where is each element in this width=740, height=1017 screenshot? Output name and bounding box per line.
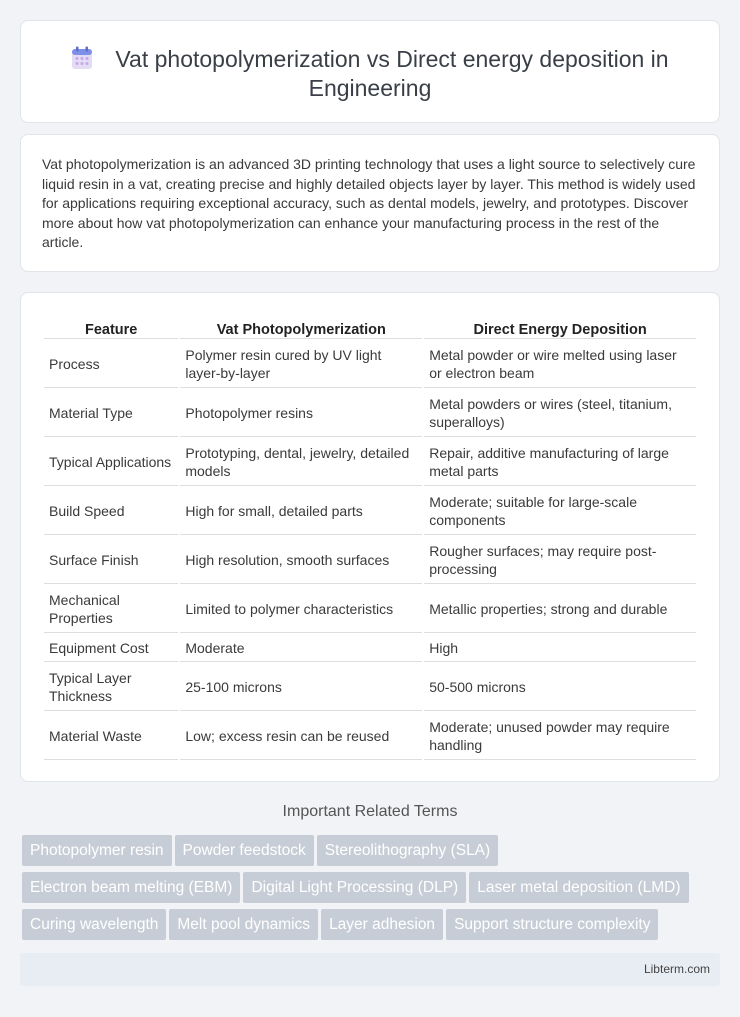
table-cell: 25-100 microns — [180, 664, 422, 711]
related-tags — [22, 835, 722, 946]
table-row — [44, 586, 696, 633]
intro-paragraph: Vat photopolymerization is an advanced 3D printing technology that uses a light source to selectively cure liquid resin in a vat, creating precise and highly detailed objects layer by layer. This method is widely used for applications requiring exceptional accuracy, such as dental models, jewelry, and prototypes. Discover more about how vat photopolymerization can enhance your manufacturing process in the rest of the article. — [42, 156, 696, 250]
table-cell: Low; excess resin can be reused — [180, 713, 422, 760]
table-row — [44, 439, 696, 486]
table-row — [44, 488, 696, 535]
table-cell: Prototyping, dental, jewelry, detailed models — [180, 439, 422, 486]
table-cell: Metal powders or wires (steel, titanium, superalloys) — [424, 390, 696, 437]
table-cell: 50-500 microns — [424, 664, 696, 711]
calendar-grid-icon — [71, 46, 93, 70]
tag-powder-feedstock[interactable]: Powder feedstock — [175, 835, 314, 866]
table-row — [44, 713, 696, 760]
footer — [20, 953, 720, 986]
table-cell: Polymer resin cured by UV light layer-by-layer — [180, 341, 422, 388]
table-cell: Rougher surfaces; may require post-processing — [424, 537, 696, 584]
table-cell: High resolution, smooth surfaces — [180, 537, 422, 584]
page-title: Vat photopolymerization vs Direct energy deposition in Engineering — [115, 46, 669, 101]
table-cell: High for small, detailed parts — [180, 488, 422, 535]
tag-layer-adhesion[interactable]: Layer adhesion — [321, 909, 443, 940]
tag-electron-beam-melting[interactable]: Electron beam melting (EBM) — [22, 872, 240, 903]
table-cell: Moderate; unused powder may require handling — [424, 713, 696, 760]
tag-photopolymer-resin[interactable]: Photopolymer resin — [22, 835, 172, 866]
related-terms-title: Important Related Terms — [282, 803, 458, 820]
table-cell: Limited to polymer characteristics — [180, 586, 422, 633]
page-title-wrapper — [21, 45, 719, 103]
tag-row — [22, 872, 722, 909]
title-card — [20, 20, 720, 123]
tag-row — [22, 835, 722, 872]
tag-laser-metal-deposition[interactable]: Laser metal deposition (LMD) — [469, 872, 688, 903]
tag-digital-light-processing[interactable]: Digital Light Processing (DLP) — [243, 872, 466, 903]
tag-row — [22, 909, 722, 946]
table-cell: Metallic properties; strong and durable — [424, 586, 696, 633]
table-cell: Moderate; suitable for large-scale components — [424, 488, 696, 535]
header-ded: Direct Energy Deposition — [424, 318, 696, 339]
table-cell: Mechanical Properties — [44, 586, 178, 633]
table-cell: Typical Layer Thickness — [44, 664, 178, 711]
table-cell: Moderate — [180, 635, 422, 662]
table-cell: Equipment Cost — [44, 635, 178, 662]
tag-melt-pool-dynamics[interactable]: Melt pool dynamics — [169, 909, 318, 940]
table-cell: Typical Applications — [44, 439, 178, 486]
header-vat: Vat Photopolymerization — [180, 318, 422, 339]
table-cell: Build Speed — [44, 488, 178, 535]
table-row — [44, 537, 696, 584]
table-cell: Surface Finish — [44, 537, 178, 584]
intro-card — [20, 134, 720, 272]
header-feature: Feature — [44, 318, 178, 339]
table-cell: Photopolymer resins — [180, 390, 422, 437]
table-cell: Repair, additive manufacturing of large metal parts — [424, 439, 696, 486]
table-header-row — [44, 318, 696, 339]
table-row — [44, 664, 696, 711]
table-cell: Material Type — [44, 390, 178, 437]
table-cell: Process — [44, 341, 178, 388]
comparison-card — [20, 292, 720, 782]
table-row — [44, 341, 696, 388]
tag-support-structure-complexity[interactable]: Support structure complexity — [446, 909, 658, 940]
table-cell: Material Waste — [44, 713, 178, 760]
tag-curing-wavelength[interactable]: Curing wavelength — [22, 909, 166, 940]
footer-site-link[interactable]: Libterm.com — [643, 962, 710, 976]
table-row — [44, 635, 696, 662]
table-cell: Metal powder or wire melted using laser or electron beam — [424, 341, 696, 388]
table-cell: High — [424, 635, 696, 662]
comparison-table — [42, 316, 698, 762]
table-row — [44, 390, 696, 437]
tag-stereolithography[interactable]: Stereolithography (SLA) — [317, 835, 498, 866]
